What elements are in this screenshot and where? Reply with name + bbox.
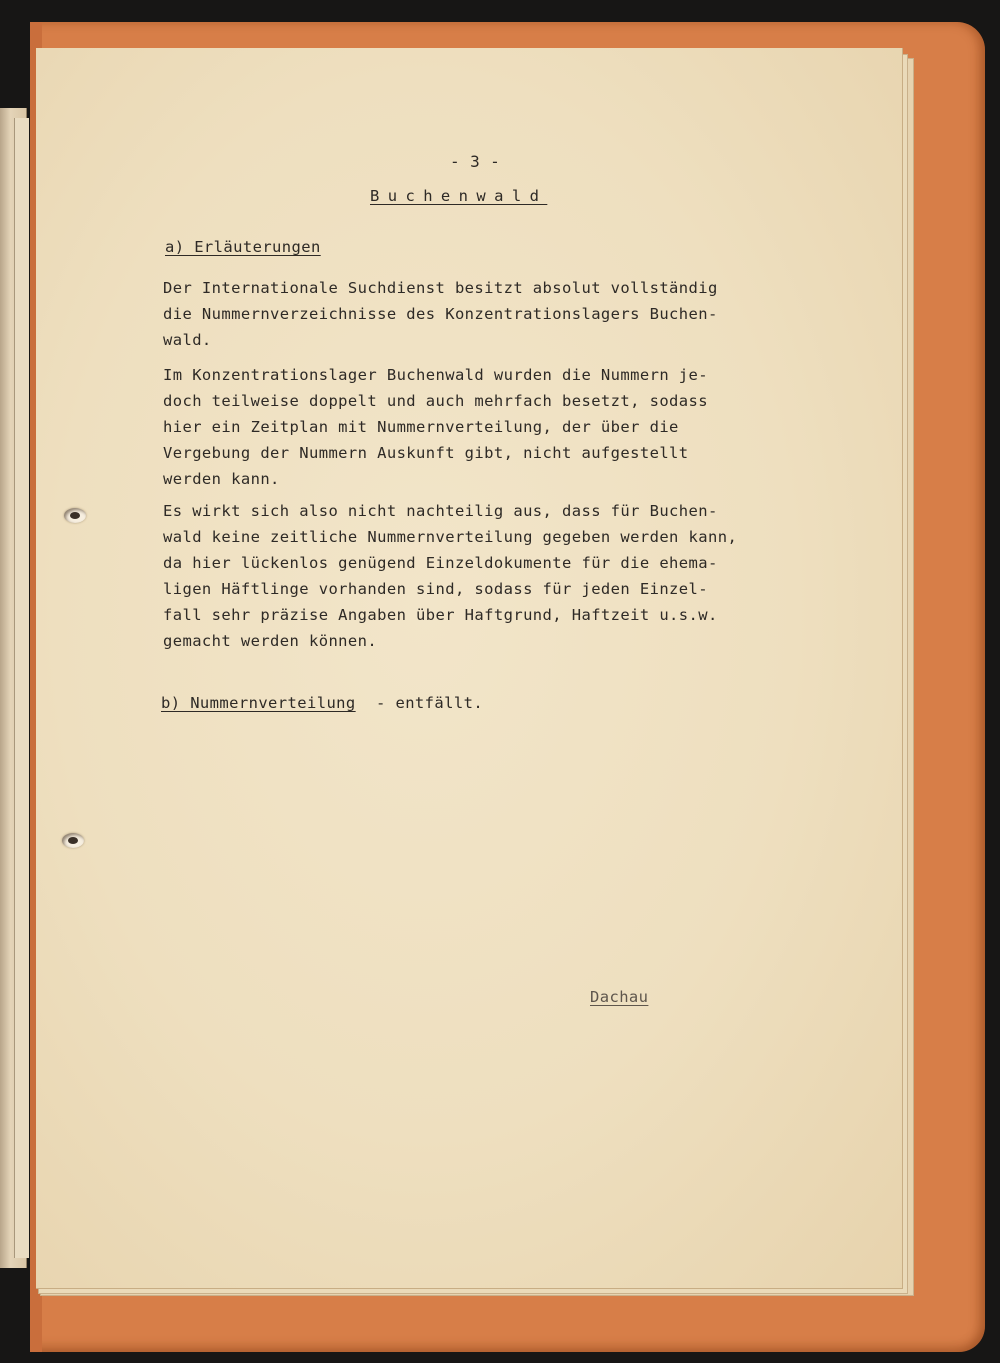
text-line: die Nummernverzeichnisse des Konzentrationslagers Buchen- [163,305,718,323]
text-line: ligen Häftlinge vorhanden sind, sodass für jeden Einzel- [163,580,708,598]
paragraph-1 [163,275,723,353]
text-line: Es wirkt sich also nicht nachteilig aus, dass für Buchen- [163,502,718,520]
text-line: Der Internationale Suchdienst besitzt absolut vollständig [163,279,718,297]
text-line: hier ein Zeitplan mit Nummernverteilung, der über die [163,418,679,436]
punch-hole-bottom [62,833,84,848]
next-section-reference: Dachau [590,988,649,1006]
text-line: da hier lückenlos genügend Einzeldokumente für die ehema- [163,554,718,572]
text-line: Im Konzentrationslager Buchenwald wurden die Nummern je- [163,366,708,384]
text-line: doch teilweise doppelt und auch mehrfach besetzt, sodass [163,392,708,410]
document-title: Buchenwald [370,187,548,205]
paragraph-2 [163,362,723,492]
previous-page-edge [14,118,29,1258]
paragraph-3 [163,498,738,654]
document-page [36,48,903,1289]
text-line: Vergebung der Nummern Auskunft gibt, nicht aufgestellt [163,444,689,462]
section-a-heading: a) Erläuterungen [165,238,321,256]
section-b-heading: b) Nummernverteilung [161,694,356,712]
page-number: - 3 - [450,152,501,171]
text-line: fall sehr präzise Angaben über Haftgrund, Haftzeit u.s.w. [163,606,718,624]
text-line: werden kann. [163,470,280,488]
punch-hole-top [64,508,86,523]
text-line: gemacht werden können. [163,632,378,650]
text-line: wald keine zeitliche Nummernverteilung gegeben werden kann, [163,528,738,546]
section-b-value: - entfällt. [376,694,484,712]
text-line: wald. [163,331,212,349]
